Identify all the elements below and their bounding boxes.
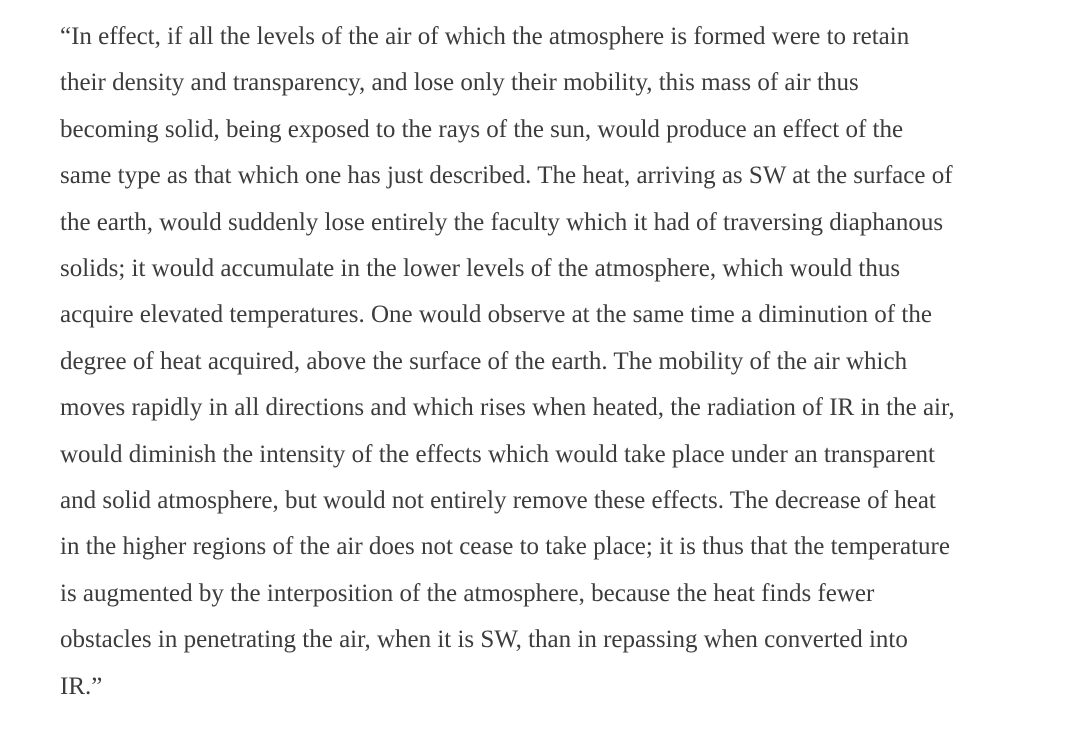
quote-line: “In effect, if all the levels of the air of which the atmosphere is formed were to retain bbox=[60, 23, 910, 50]
quote-paragraph bbox=[60, 14, 1020, 710]
quote-line: would diminish the intensity of the effects which would take place under an transparent bbox=[60, 440, 935, 468]
quote-line: obstacles in penetrating the air, when it is SW, than in repassing when converted into bbox=[60, 626, 908, 654]
quote-line: moves rapidly in all directions and which rises when heated, the radiation of IR in the air, bbox=[60, 394, 955, 422]
quote-line: is augmented by the interposition of the atmosphere, because the heat finds fewer bbox=[60, 579, 875, 607]
quote-line: in the higher regions of the air does not cease to take place; it is thus that the temperature bbox=[60, 533, 950, 561]
quote-line: same type as that which one has just described. The heat, arriving as SW at the surface of bbox=[60, 162, 953, 190]
quote-line: their density and transparency, and lose only their mobility, this mass of air thus bbox=[60, 69, 859, 97]
quote-line: IR.” bbox=[60, 672, 103, 700]
quote-line: solids; it would accumulate in the lower levels of the atmosphere, which would thus bbox=[60, 255, 901, 283]
quote-line: acquire elevated temperatures. One would observe at the same time a diminution of the bbox=[60, 301, 932, 329]
quote-line: and solid atmosphere, but would not entirely remove these effects. The decrease of heat bbox=[60, 487, 936, 515]
quote-line: the earth, would suddenly lose entirely the faculty which it had of traversing diaphanous bbox=[60, 208, 944, 236]
quote-line: degree of heat acquired, above the surface of the earth. The mobility of the air which bbox=[60, 347, 908, 375]
quote-line: becoming solid, being exposed to the rays of the sun, would produce an effect of the bbox=[60, 115, 904, 143]
